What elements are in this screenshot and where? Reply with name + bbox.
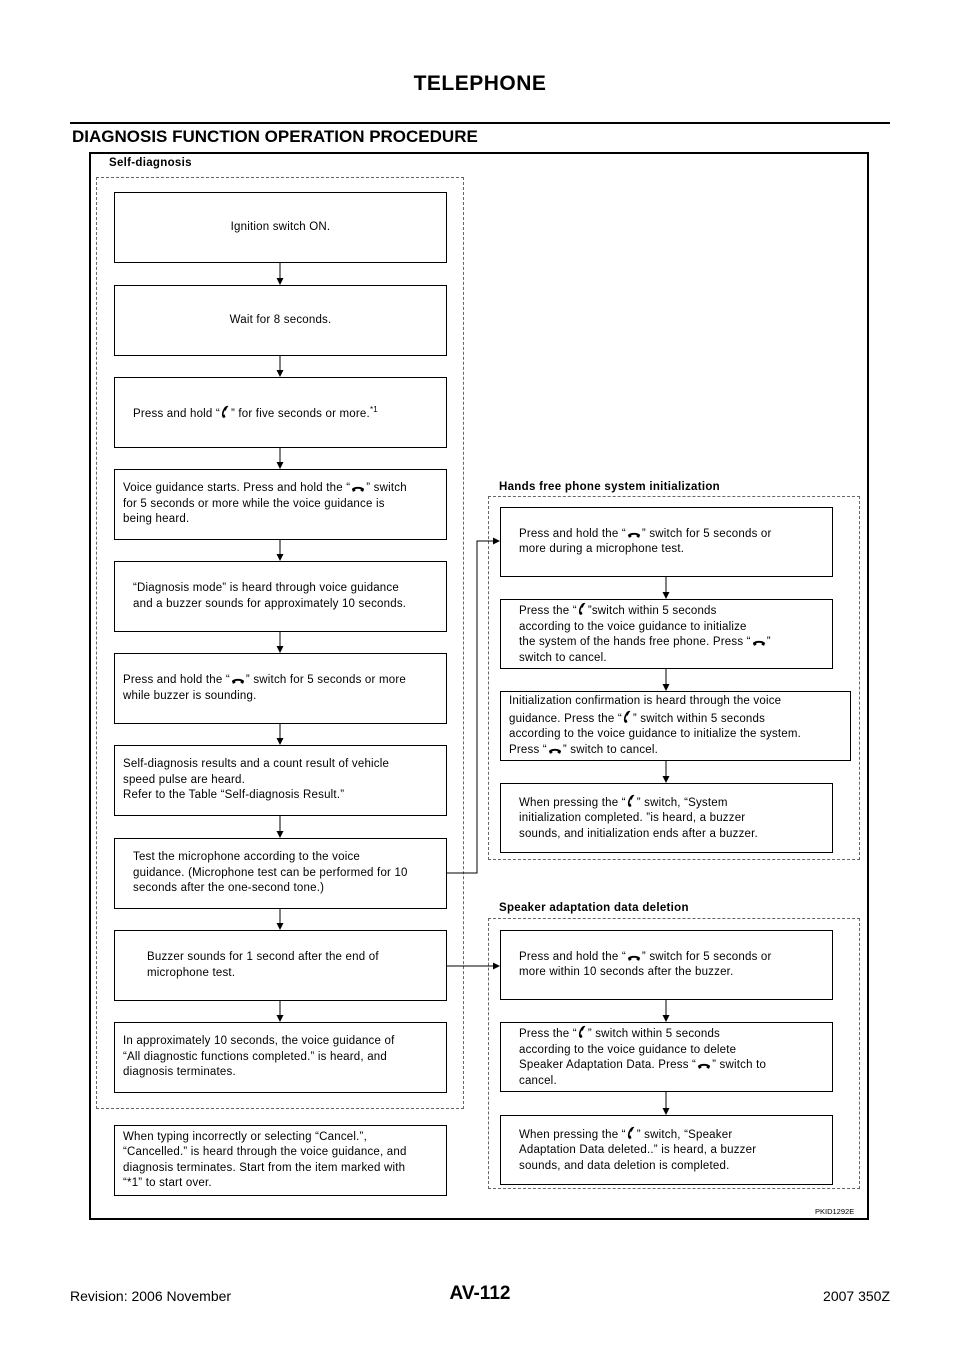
step-text: being heard.: [123, 513, 190, 526]
text-part: ” for five seconds or more.: [230, 408, 370, 421]
text-part: ” switch for 5 seconds or more: [245, 674, 406, 686]
step-text: “All diagnostic functions completed.” is heard, and: [123, 1050, 387, 1063]
text-part: Press “: [509, 743, 547, 756]
text-part: ” switch: [366, 482, 407, 495]
text-part: Speaker Adaptation Data. Press “: [519, 1059, 697, 1071]
group-label-hands-free-init: Hands free phone system initialization: [499, 481, 720, 493]
text-part: Press and hold the “: [123, 674, 230, 686]
step-text: Wait for 8 seconds.: [229, 313, 332, 326]
footer-model: 2007 350Z: [823, 1288, 890, 1304]
step-text: more during a microphone test.: [519, 543, 685, 555]
step-text: according to the voice guidance to initialize: [519, 620, 747, 633]
footer-revision: Revision: 2006 November: [70, 1288, 232, 1304]
text-part: Press the “: [519, 605, 577, 617]
step-text: microphone test.: [147, 966, 236, 979]
text-part: Press and hold “: [133, 408, 220, 421]
text-part: the system of the hands free phone. Press “: [519, 636, 751, 648]
footnote-mark: *1: [369, 405, 378, 415]
text-part: ” switch for 5 seconds or: [641, 950, 772, 963]
group-label-self-diagnosis: Self-diagnosis: [109, 157, 192, 169]
text-part: When pressing the “: [519, 1128, 626, 1141]
note-text: “*1” to start over.: [123, 1177, 212, 1189]
text-part: ” switch, “Speaker: [636, 1128, 733, 1141]
text-part: ” switch for 5 seconds or: [641, 527, 772, 540]
text-part: ”switch within 5 seconds: [587, 605, 717, 617]
text-part: Voice guidance starts. Press and hold the “: [123, 482, 351, 495]
text-part: Press the “: [519, 1028, 577, 1040]
step-text: according to the voice guidance to delete: [519, 1043, 737, 1056]
note-text: “Cancelled.” is heard through the voice guidance, and: [123, 1146, 407, 1158]
text-part: guidance. Press the “: [509, 712, 622, 725]
step-text: according to the voice guidance to initialize the system.: [509, 728, 802, 740]
step-text: Self-diagnosis results and a count result of vehicle: [123, 758, 390, 771]
page-header-title: TELEPHONE: [413, 72, 547, 95]
group-label-speaker-deletion: Speaker adaptation data deletion: [499, 902, 689, 914]
step-text: guidance. (Microphone test can be performed for 10: [133, 866, 408, 879]
step-text: Initialization confirmation is heard through the voice: [509, 695, 782, 707]
step-text: Adaptation Data deleted..” is heard, a buzzer: [519, 1144, 757, 1157]
step-text: while buzzer is sounding.: [123, 689, 257, 702]
text-part: ” switch, “System: [636, 796, 728, 809]
step-text: Refer to the Table “Self-diagnosis Result.”: [123, 789, 345, 802]
text-part: Press and hold the “: [519, 527, 626, 540]
section-title: DIAGNOSIS FUNCTION OPERATION PROCEDURE: [72, 127, 478, 146]
step-text: more within 10 seconds after the buzzer.: [519, 966, 734, 978]
note-text: When typing incorrectly or selecting “Cancel.”,: [123, 1130, 367, 1143]
step-text: switch to cancel.: [519, 651, 607, 664]
step-text: cancel.: [519, 1074, 557, 1087]
text-part: ” switch to cancel.: [562, 743, 659, 756]
step-text: seconds after the one-second tone.): [133, 882, 325, 895]
step-text: In approximately 10 seconds, the voice guidance of: [123, 1035, 395, 1048]
step-text: and a buzzer sounds for approximately 10 seconds.: [133, 597, 407, 610]
step-text: sounds, and initialization ends after a buzzer.: [519, 827, 758, 840]
text-part: When pressing the “: [519, 796, 626, 809]
step-text: “Diagnosis mode” is heard through voice guidance: [133, 582, 399, 594]
text-part: Press and hold the “: [519, 950, 626, 963]
step-text: initialization completed. ”is heard, a buzzer: [519, 812, 746, 825]
note-text: diagnosis terminates. Start from the item marked with: [123, 1161, 406, 1174]
step-text: speed pulse are heard.: [123, 773, 246, 786]
step-text: diagnosis terminates.: [123, 1066, 236, 1079]
step-text: Buzzer sounds for 1 second after the end of: [147, 951, 379, 963]
footer-page-number: AV-112: [449, 1283, 511, 1304]
figure-code: PKID1292E: [815, 1207, 855, 1216]
step-text: Ignition switch ON.: [230, 220, 331, 233]
text-part: ”: [766, 636, 771, 648]
step-text: Test the microphone according to the voice: [133, 851, 361, 864]
step-text: for 5 seconds or more while the voice guidance is: [123, 497, 385, 510]
text-part: ” switch within 5 seconds: [632, 712, 766, 725]
text-part: ” switch within 5 seconds: [587, 1028, 721, 1040]
step-text: sounds, and data deletion is completed.: [519, 1159, 730, 1172]
arrow-to-hands-free-init: [447, 541, 499, 873]
text-part: ” switch to: [712, 1059, 767, 1071]
